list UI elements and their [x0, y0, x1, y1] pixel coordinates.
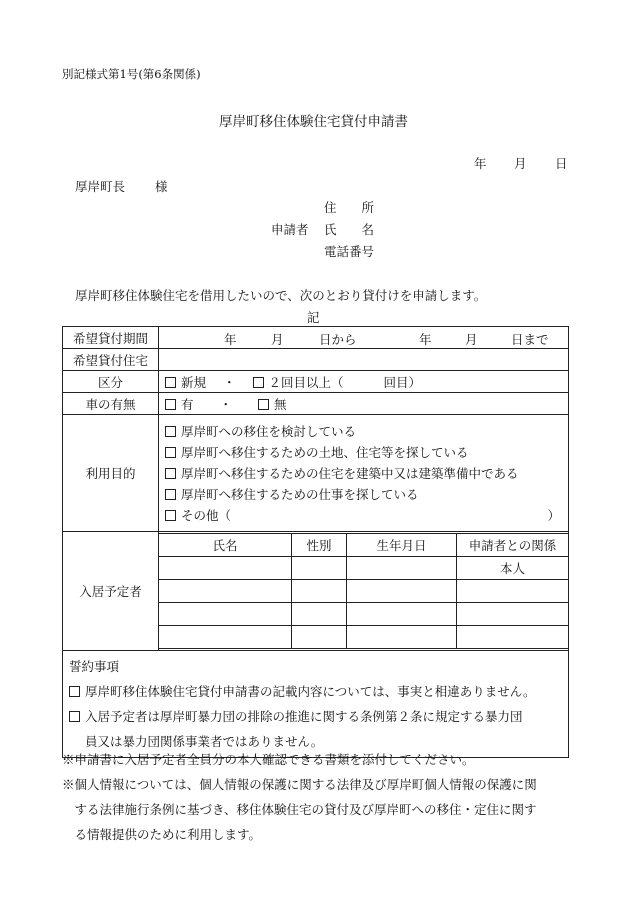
purpose-option: 厚岸町への移住を検討している — [165, 421, 562, 442]
date-day: 日 — [555, 156, 568, 171]
car-label: 車の有無 — [63, 393, 159, 415]
period-row — [63, 327, 569, 349]
pledge-title: 誓約事項 — [69, 659, 120, 674]
page-title: 厚岸町移住体験住宅貸付申請書 — [219, 114, 408, 130]
table-row — [159, 580, 569, 603]
residents-header: 氏名 性別 生年月日 申請者との関係 — [159, 534, 569, 557]
table-row — [159, 603, 569, 626]
intro-text: 厚岸町移住体験住宅を借用したいので、次のとおり貸付けを申請します。 — [75, 288, 487, 303]
category-row: 区分 新規 ・ ２回目以上（ 回目） — [63, 371, 569, 393]
pledge-item: 厚岸町移住体験住宅貸付申請書の記載内容については、事実と相違ありません。 — [85, 684, 536, 699]
checkbox-purpose-4[interactable] — [165, 489, 176, 500]
date-year: 年 — [474, 156, 487, 171]
category-label: 区分 — [63, 371, 159, 393]
note-2: ※個人情報については、個人情報の保護に関する法律及び厚岸町個人情報の保護に関 する法律施行条例に基づき、移住体験住宅の貸付及び厚岸町への移住・定住に関す る情報提供のために利用します。 — [62, 777, 537, 842]
checkbox-new[interactable] — [165, 377, 176, 388]
table-row — [159, 626, 569, 649]
date-month: 月 — [514, 156, 527, 171]
checkbox-purpose-3[interactable] — [165, 468, 176, 479]
form-number: 別記様式第1号(第6条関係) — [62, 67, 201, 81]
checkbox-purpose-other[interactable] — [165, 510, 176, 521]
checkbox-car-yes[interactable] — [165, 399, 176, 410]
ki-label: 記 — [307, 310, 320, 325]
application-table — [62, 326, 569, 758]
car-row: 車の有無 有 ・ 無 — [63, 393, 569, 415]
period-field[interactable]: 年 月 日から 年 月 日まで — [159, 327, 569, 349]
purpose-row — [63, 415, 569, 532]
checkbox-pledge-2[interactable] — [69, 711, 80, 722]
residents-table — [158, 533, 569, 649]
purpose-option: 厚岸町へ移住するための住宅を建築中又は建築準備中である — [165, 463, 562, 484]
checkbox-car-no[interactable] — [258, 399, 269, 410]
addressee: 厚岸町長 — [75, 179, 126, 194]
address-label: 住 所 — [324, 200, 375, 215]
residents-row — [63, 532, 569, 651]
pledge-item-cont: 員又は暴力団関係事業者ではありません。 — [85, 734, 324, 749]
pledge-item: 入居予定者は厚岸町暴力団の排除の推進に関する条例第２条に規定する暴力団 — [85, 709, 523, 724]
purpose-label: 利用目的 — [63, 415, 159, 532]
purpose-option: 厚岸町へ移住するための仕事を探している — [165, 484, 562, 505]
phone-label: 電話番号 — [324, 244, 375, 259]
table-row: 本人 — [159, 557, 569, 580]
purpose-option-other: その他（ ） — [165, 505, 562, 526]
house-field[interactable] — [159, 349, 569, 371]
applicant-label: 申請者 — [271, 222, 309, 237]
period-label: 希望貸付期間 — [63, 327, 159, 349]
checkbox-purpose-2[interactable] — [165, 447, 176, 458]
checkbox-pledge-1[interactable] — [69, 686, 80, 697]
residents-label: 入居予定者 — [63, 532, 159, 651]
note-1: ※申請書に入居予定者全員分の本人確認できる書類を添付してください。 — [62, 752, 475, 767]
name-label: 氏 名 — [324, 222, 375, 237]
honorific: 様 — [155, 179, 168, 194]
purpose-option: 厚岸町へ移住するための土地、住宅等を探している — [165, 442, 562, 463]
house-label: 希望貸付住宅 — [63, 349, 159, 371]
pledge-row — [63, 651, 569, 758]
checkbox-repeat[interactable] — [253, 377, 264, 388]
checkbox-purpose-1[interactable] — [165, 426, 176, 437]
house-row — [63, 349, 569, 371]
